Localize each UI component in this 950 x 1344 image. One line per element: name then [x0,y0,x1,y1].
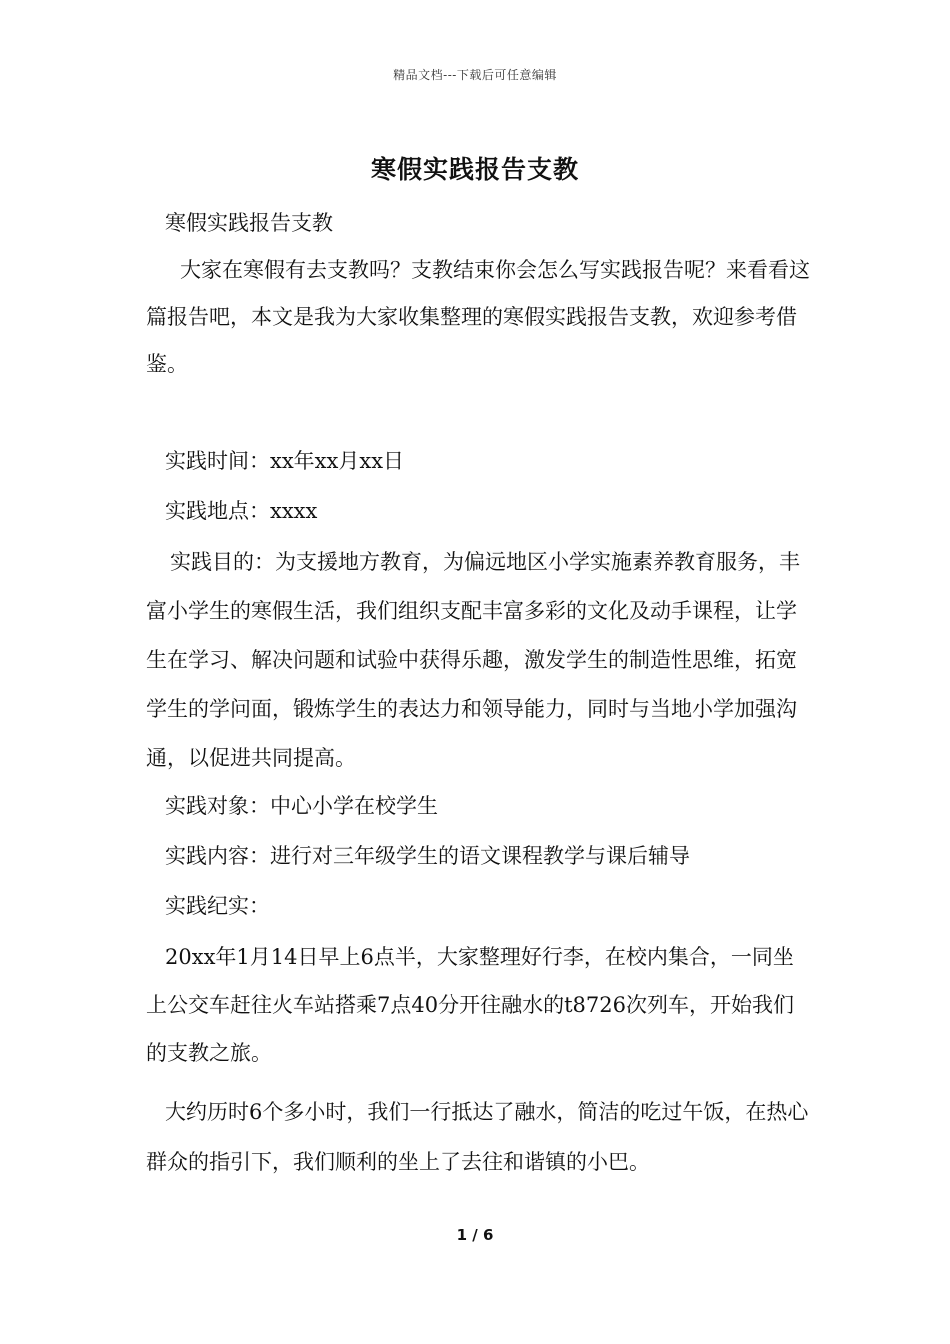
record-heading: 实践纪实： [165,894,270,918]
place-paragraph: 实践地点：xxxx [165,499,318,523]
document-body [146,200,814,1187]
target-paragraph: 实践对象：中心小学在校学生 [165,794,438,818]
time-paragraph: 实践时间：xx年xx月xx日 [165,449,405,473]
blank-line [146,388,814,432]
page-header: 精品文档---下载后可任意编辑 [393,68,557,82]
record-paragraph-1: 20xx年1月14日早上6点半，大家整理好行李，在校内集合，一同坐上公交车赶往火车站搭乘7点40分开往融水的t8726次列车，开始我们的支教之旅。 [146,945,794,1065]
intro-paragraph: 大家在寒假有去支教吗？支教结束你会怎么写实践报告呢？来看看这篇报告吧，本文是我为大家收集整理的寒假实践报告支教，欢迎参考借鉴。 [146,258,810,376]
content-paragraph: 实践内容：进行对三年级学生的语文课程教学与课后辅导 [165,844,690,868]
record-paragraph-2: 大约历时6个多小时，我们一行抵达了融水，简洁的吃过午饭，在热心群众的指引下，我们顺利的坐上了去往和谐镇的小巴。 [146,1100,809,1174]
subtitle-paragraph: 寒假实践报告支教 [165,211,333,235]
document-title: 寒假实践报告支教 [370,155,579,184]
page-number: 1 / 6 [456,1226,494,1244]
purpose-paragraph: 实践目的：为支援地方教育，为偏远地区小学实施素养教育服务，丰富小学生的寒假生活，我们组织支配丰富多彩的文化及动手课程，让学生在学习、解决问题和试验中获得乐趣，激发学生的制造性思维，拓宽学生的学问面，锻炼学生的表达力和领导能力，同时与当地小学加强沟通，以促进共同提高。 [146,550,800,770]
